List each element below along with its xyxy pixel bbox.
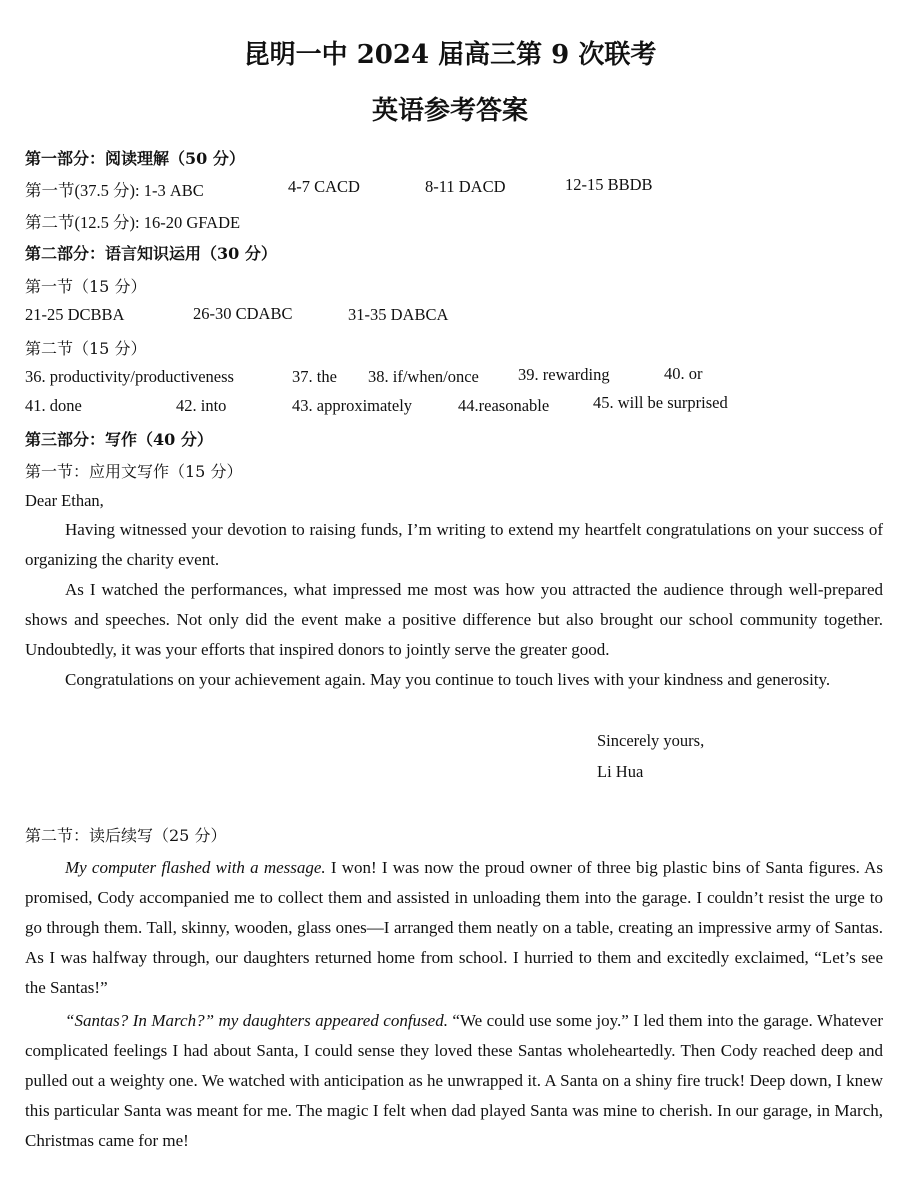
part1-section1-answers-4: 12-15 BBDB xyxy=(565,175,653,194)
page-subtitle: 英语参考答案 xyxy=(371,96,528,126)
part3-section2-heading: 第二节：读后续写（25 分） xyxy=(25,826,227,845)
answer-44: 44.reasonable xyxy=(458,396,550,415)
letter-signature: Li Hua xyxy=(597,762,644,781)
answer-36: 36. productivity/productiveness xyxy=(25,367,234,386)
letter-greeting: Dear Ethan, xyxy=(25,491,104,510)
letter-paragraph-1: Having witnessed your devotion to raising funds, I’m writing to extend my heartfelt congratulations on your success of organizing the charity event. xyxy=(25,520,883,569)
story-paragraph-2-opening: “Santas? In March?” my daughters appeared confused. xyxy=(65,1011,448,1030)
part1-section1-answers-2: 4-7 CACD xyxy=(288,177,360,196)
letter-paragraph-3: Congratulations on your achievement again. May you continue to touch lives with your kindness and generosity. xyxy=(65,670,831,689)
story-paragraph-1 xyxy=(25,853,883,1003)
answer-41: 41. done xyxy=(25,396,82,415)
part1-section1-answers-3: 8-11 DACD xyxy=(425,177,506,196)
story-paragraph-2 xyxy=(25,1006,883,1156)
part2-section1-heading: 第一节（15 分） xyxy=(25,277,147,296)
page-title: 昆明一中 2024 届高三第 9 次联考 xyxy=(243,40,657,70)
answer-42: 42. into xyxy=(176,396,227,415)
part2-section2-heading: 第二节（15 分） xyxy=(25,339,147,358)
answer-38: 38. if/when/once xyxy=(368,367,479,386)
part2-heading: 第二部分：语言知识运用（30 分） xyxy=(25,244,277,263)
part1-section2-answers: 第二节(12.5 分): 16-20 GFADE xyxy=(25,213,241,232)
letter-paragraph-2: As I watched the performances, what impressed me most was how you attracted the audience through well-prepared shows and speeches. Not only did the event make a positive difference but also brought our school community together. Undoubtedly, it was your efforts that inspired donors to jointly serve the greater good. xyxy=(25,580,883,659)
answer-39: 39. rewarding xyxy=(518,365,610,384)
answer-43: 43. approximately xyxy=(292,396,413,415)
part2-section1-answers-2: 26-30 CDABC xyxy=(193,304,293,323)
part3-section1-heading: 第一节：应用文写作（15 分） xyxy=(25,462,243,481)
part2-section1-answers-3: 31-35 DABCA xyxy=(348,305,449,324)
story-paragraph-1-body: I won! I was now the proud owner of three big plastic bins of Santa figures. As promised, Cody accompanied me to collect them and assisted in unloading them into the garage. I couldn’t resist the urge to go through them. Tall, skinny, wooden, glass ones—I arranged them neatly on a table, creating an impressive army of Santas. As I was halfway through, our daughters returned home from school. I hurried to them and excitedly exclaimed, “Let’s see the Santas!” xyxy=(25,858,883,997)
story-paragraph-1-opening: My computer flashed with a message. xyxy=(65,858,326,877)
letter-closing: Sincerely yours, xyxy=(597,731,705,750)
part3-heading: 第三部分：写作（40 分） xyxy=(25,430,213,449)
answer-45: 45. will be surprised xyxy=(593,393,728,412)
answer-37: 37. the xyxy=(292,367,337,386)
answer-40: 40. or xyxy=(664,364,703,383)
part1-section1-answers-1: 第一节(37.5 分): 1-3 ABC xyxy=(25,181,204,200)
story-paragraph-2-body: “We could use some joy.” I led them into the garage. Whatever complicated feelings I had about Santa, I could sense they loved these Santas wholeheartedly. Then Cody reached deep and pulled out a weighty one. We watched with anticipation as he unwrapped it. A Santa on a shiny fire truck! Deep down, I knew this particular Santa was meant for me. The magic I felt when dad played Santa was mine to cherish. In our garage, in March, Christmas came for me! xyxy=(25,1011,883,1150)
part1-heading: 第一部分：阅读理解（50 分） xyxy=(25,149,245,168)
part2-section1-answers-1: 21-25 DCBBA xyxy=(25,305,125,324)
